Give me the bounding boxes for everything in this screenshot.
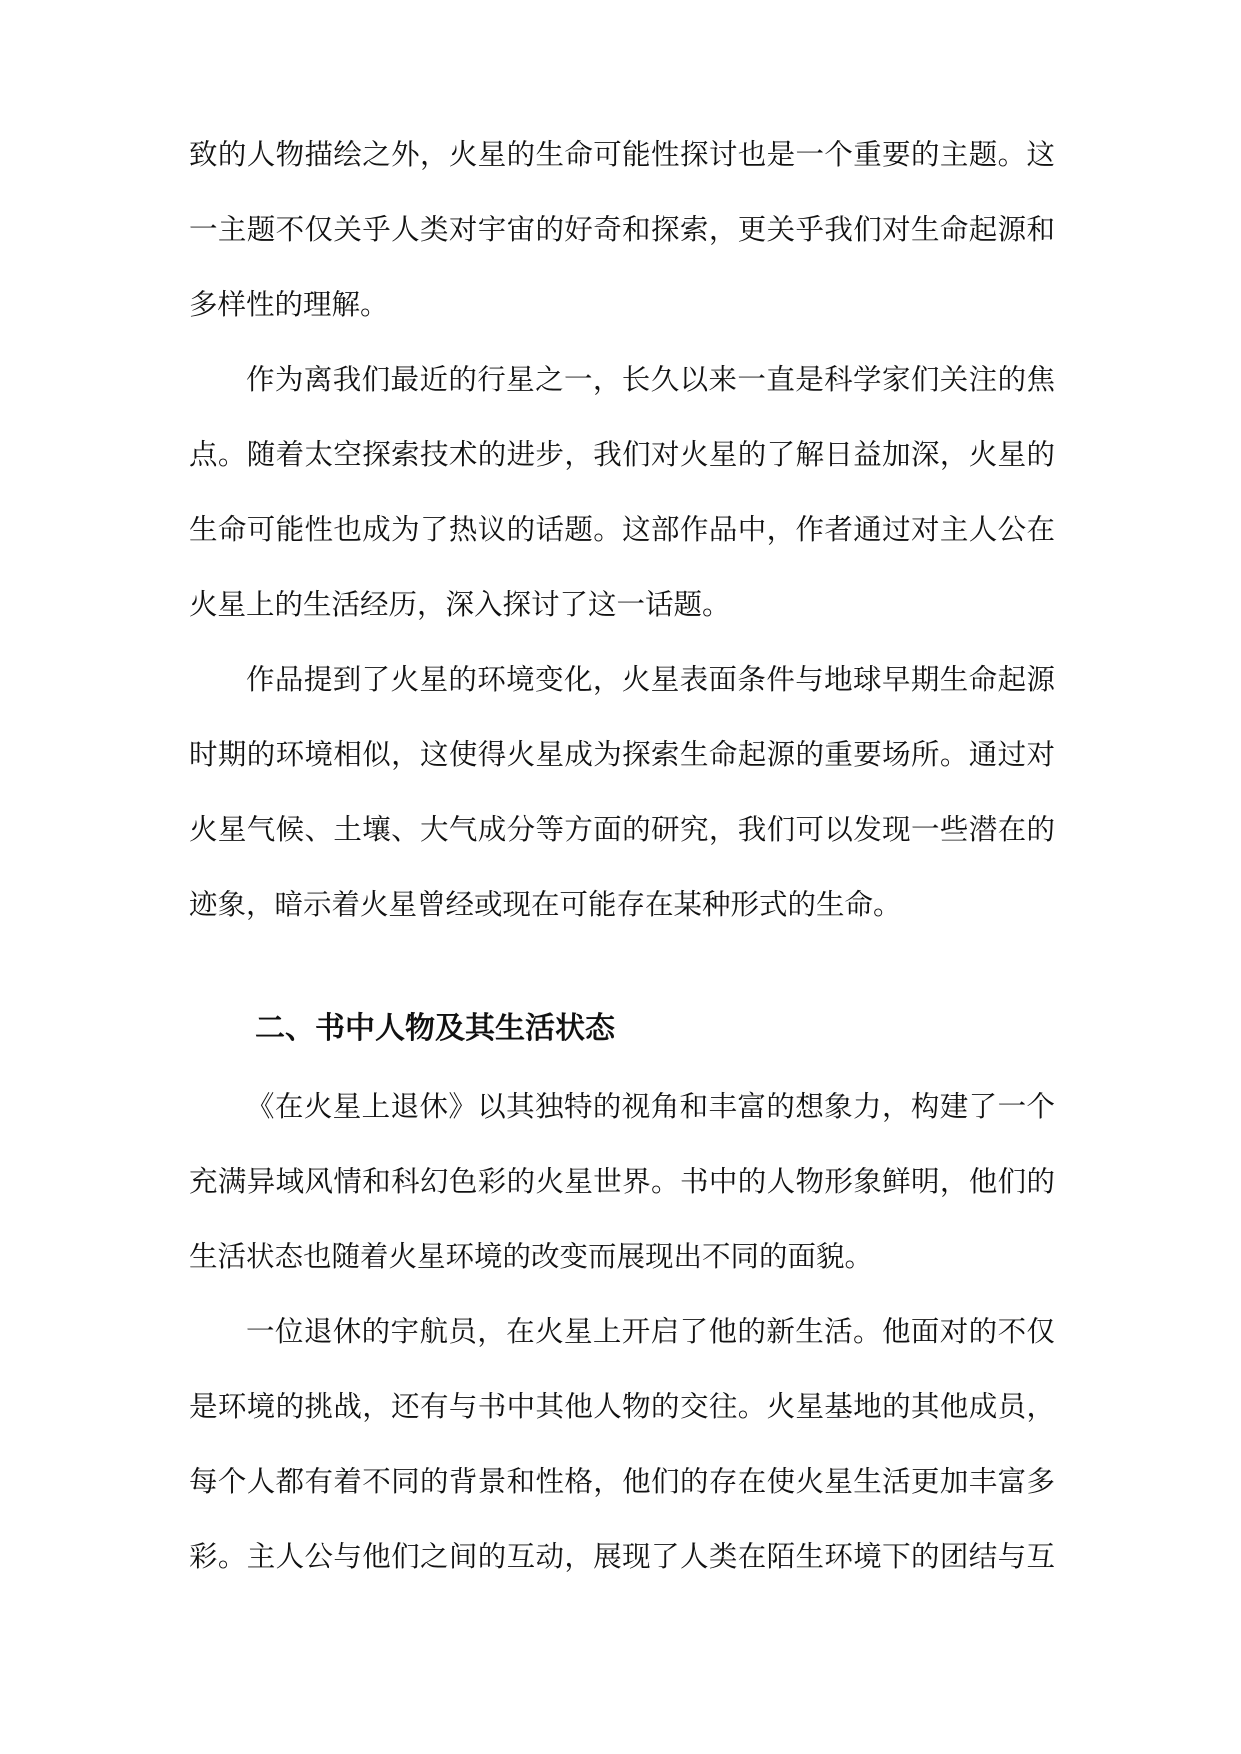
section-paragraph-1-line-2: 充满异域风情和科幻色彩的火星世界。书中的人物形象鲜明，他们的 — [189, 1165, 1055, 1198]
paragraph-1-line-1: 致的人物描绘之外，火星的生命可能性探讨也是一个重要的主题。这 — [189, 138, 1055, 171]
paragraph-2-line-1: 作为离我们最近的行星之一，长久以来一直是科学家们关注的焦 — [246, 363, 1055, 396]
section-paragraph-2-line-3: 每个人都有着不同的背景和性格，他们的存在使火星生活更加丰富多 — [189, 1465, 1055, 1498]
section-paragraph-2-line-4: 彩。主人公与他们之间的互动，展现了人类在陌生环境下的团结与互 — [189, 1540, 1055, 1573]
paragraph-2-line-3: 生命可能性也成为了热议的话题。这部作品中，作者通过对主人公在 — [189, 513, 1055, 546]
paragraph-2-line-4: 火星上的生活经历，深入探讨了这一话题。 — [189, 588, 731, 621]
paragraph-1-line-3: 多样性的理解。 — [189, 288, 389, 321]
section-paragraph-1-line-3: 生活状态也随着火星环境的改变而展现出不同的面貌。 — [189, 1240, 874, 1273]
section-paragraph-2-line-1: 一位退休的宇航员，在火星上开启了他的新生活。他面对的不仅 — [246, 1315, 1055, 1348]
paragraph-2-line-2: 点。随着太空探索技术的进步，我们对火星的了解日益加深，火星的 — [189, 438, 1055, 471]
paragraph-3-line-4: 迹象，暗示着火星曾经或现在可能存在某种形式的生命。 — [189, 888, 902, 921]
section-paragraph-2-line-2: 是环境的挑战，还有与书中其他人物的交往。火星基地的其他成员， — [189, 1390, 1055, 1423]
paragraph-1-line-2: 一主题不仅关乎人类对宇宙的好奇和探索，更关乎我们对生命起源和 — [189, 213, 1055, 246]
paragraph-3-line-3: 火星气候、土壤、大气成分等方面的研究，我们可以发现一些潜在的 — [189, 813, 1055, 846]
section-heading: 二、书中人物及其生活状态 — [255, 1011, 615, 1046]
paragraph-3-line-1: 作品提到了火星的环境变化，火星表面条件与地球早期生命起源 — [246, 663, 1055, 696]
paragraph-3-line-2: 时期的环境相似，这使得火星成为探索生命起源的重要场所。通过对 — [189, 738, 1055, 771]
section-paragraph-1-line-1: 《在火星上退休》以其独特的视角和丰富的想象力，构建了一个 — [246, 1090, 1055, 1123]
